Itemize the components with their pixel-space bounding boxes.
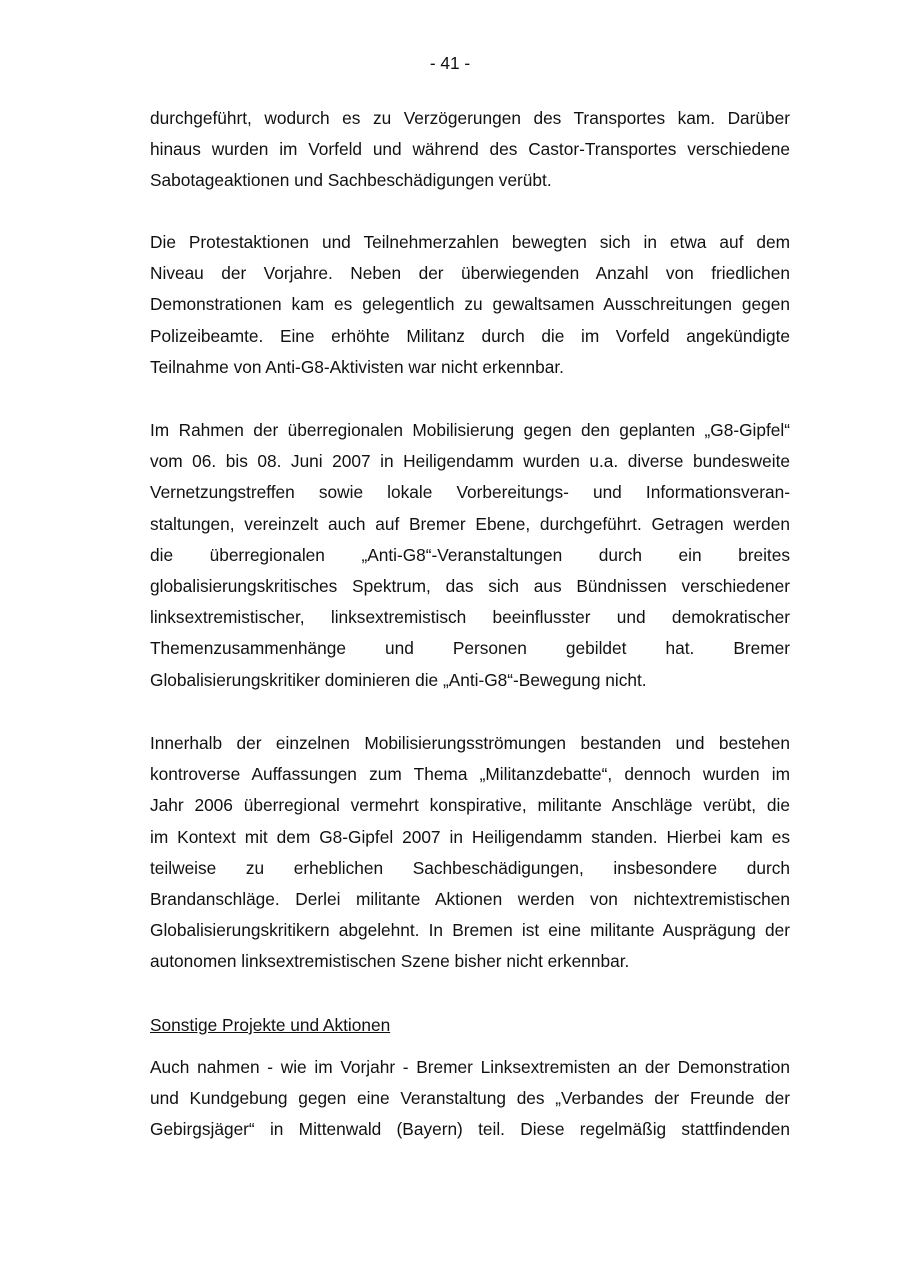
text-line: Brandanschläge. Derlei militante Aktionen werden von nichtextremistischen <box>150 888 790 909</box>
paragraph-2 <box>150 231 790 387</box>
text-line: Gebirgsjäger“ in Mittenwald (Bayern) teil. Diese regelmäßig stattfindenden <box>150 1119 790 1140</box>
section-heading: Sonstige Projekte und Aktionen <box>150 1015 391 1035</box>
text-line: vom 06. bis 08. Juni 2007 in Heiligendamm wurden u.a. diverse bundesweite <box>150 451 790 472</box>
text-line: Demonstrationen kam es gelegentlich zu gewaltsamen Ausschreitungen gegen <box>150 294 790 315</box>
text-line: staltungen, vereinzelt auch auf Bremer Ebene, durchgeführt. Getragen werden <box>150 513 790 534</box>
text-line: Innerhalb der einzelnen Mobilisierungsströmungen bestanden und bestehen <box>150 733 790 753</box>
text-line: Im Rahmen der überregionalen Mobilisierung gegen den geplanten „G8-Gipfel“ <box>150 420 790 440</box>
text-line: und Kundgebung gegen eine Veranstaltung des „Verbandes der Freunde der <box>150 1088 790 1109</box>
page-number: - 41 - <box>429 53 471 73</box>
text-line: teilweise zu erheblichen Sachbeschädigungen, insbesondere durch <box>150 857 790 878</box>
text-line: durchgeführt, wodurch es zu Verzögerungen des Transportes kam. Darüber <box>150 108 790 128</box>
text-line: globalisierungskritisches Spektrum, das sich aus Bündnissen verschiedener <box>150 575 790 596</box>
text-line: hinaus wurden im Vorfeld und während des Castor-Transportes verschiedene <box>150 139 790 160</box>
text-line: Niveau der Vorjahre. Neben der überwiegenden Anzahl von friedlichen <box>150 263 790 284</box>
text-line: im Kontext mit dem G8-Gipfel 2007 in Heiligendamm standen. Hierbei kam es <box>150 826 790 847</box>
section-paragraph <box>150 1056 790 1150</box>
text-line: die überregionalen „Anti-G8“-Veranstaltungen durch ein breites <box>150 544 790 565</box>
text-line: linksextremistischer, linksextremistisch beeinflusster und demokratischer <box>150 607 790 628</box>
text-line: Die Protestaktionen und Teilnehmerzahlen bewegten sich in etwa auf dem <box>150 232 790 252</box>
text-line: Teilnahme von Anti-G8-Aktivisten war nicht erkennbar. <box>150 356 564 377</box>
section-heading-block <box>150 1014 790 1045</box>
text-line: Sabotageaktionen und Sachbeschädigungen verübt. <box>150 170 552 191</box>
paragraph-3 <box>150 419 790 700</box>
text-line: autonomen linksextremistischen Szene bisher nicht erkennbar. <box>150 951 630 972</box>
text-line: Globalisierungskritiker dominieren die „Anti-G8“-Bewegung nicht. <box>150 669 647 690</box>
text-line: Globalisierungskritikern abgelehnt. In Bremen ist eine militante Ausprägung der <box>150 920 790 941</box>
text-line: Auch nahmen - wie im Vorjahr - Bremer Linksextremisten an der Demonstration <box>150 1057 790 1077</box>
text-line: kontroverse Auffassungen zum Thema „Militanzdebatte“, dennoch wurden im <box>150 764 790 785</box>
paragraph-4 <box>150 732 790 982</box>
text-line: Jahr 2006 überregional vermehrt konspirative, militante Anschläge verübt, die <box>150 795 790 816</box>
paragraph-1 <box>150 107 790 201</box>
text-line: Themenzusammenhänge und Personen gebildet hat. Bremer <box>150 638 790 659</box>
text-line: Polizeibeamte. Eine erhöhte Militanz durch die im Vorfeld angekündigte <box>150 325 790 346</box>
text-line: Vernetzungstreffen sowie lokale Vorbereitungs- und Informationsveran- <box>150 482 790 503</box>
